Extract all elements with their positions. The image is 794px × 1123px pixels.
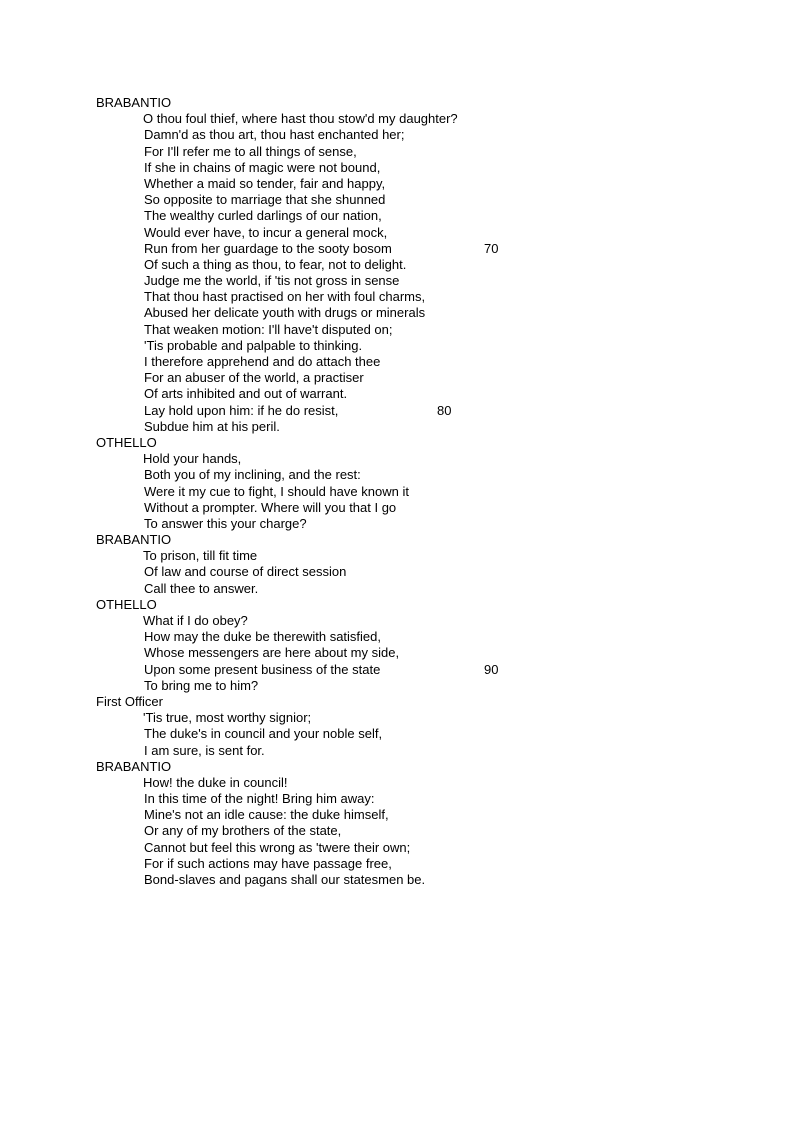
verse-line: 'Tis true, most worthy signior; xyxy=(143,710,312,726)
verse-line: Without a prompter. Where will you that I go xyxy=(144,499,397,515)
verse-line: For I'll refer me to all things of sense, xyxy=(144,143,357,159)
verse-line: O thou foul thief, where hast thou stow'd my daughter? xyxy=(143,111,458,127)
verse-line: Would ever have, to incur a general mock, xyxy=(144,224,388,240)
verse-line: Call thee to answer. xyxy=(144,580,259,596)
verse-line: Of such a thing as thou, to fear, not to delight. xyxy=(144,256,407,272)
verse-line: For an abuser of the world, a practiser xyxy=(144,370,364,386)
speech-brabantio-3 xyxy=(96,759,746,889)
verse-line: Cannot but feel this wrong as 'twere their own; xyxy=(144,839,411,855)
verse-line: Hold your hands, xyxy=(143,451,242,467)
line-number: 70 xyxy=(484,240,499,256)
verse-line: To answer this your charge? xyxy=(144,515,307,531)
verse-line: To prison, till fit time xyxy=(143,548,258,564)
speech-brabantio-1 xyxy=(96,95,746,435)
verse-line: To bring me to him? xyxy=(144,677,259,693)
verse-line: That weaken motion: I'll have't disputed on; xyxy=(144,321,393,337)
verse-line: Or any of my brothers of the state, xyxy=(144,823,342,839)
verse-line: Judge me the world, if 'tis not gross in sense xyxy=(144,273,400,289)
play-script-page xyxy=(96,95,746,888)
verse-line: Subdue him at his peril. xyxy=(144,418,280,434)
verse-line: How! the duke in council! xyxy=(143,774,288,790)
verse-line xyxy=(96,662,746,678)
speech-othello-1 xyxy=(96,435,746,532)
verse-line: The wealthy curled darlings of our nation, xyxy=(144,208,382,224)
verse-line: Of arts inhibited and out of warrant. xyxy=(144,386,348,402)
speaker-name: OTHELLO xyxy=(96,434,157,450)
line-number: 80 xyxy=(437,402,452,418)
verse-line: Damn'd as thou art, thou hast enchanted her; xyxy=(144,127,405,143)
verse-line: Abused her delicate youth with drugs or minerals xyxy=(144,305,426,321)
verse-line: I therefore apprehend and do attach thee xyxy=(144,354,381,369)
speaker-name: BRABANTIO xyxy=(96,532,172,548)
speech-brabantio-2 xyxy=(96,532,746,597)
verse-text: Run from her guardage to the sooty bosom xyxy=(144,240,392,256)
verse-line: Were it my cue to fight, I should have known it xyxy=(144,483,409,499)
verse-line: That thou hast practised on her with foul charms, xyxy=(144,289,426,305)
verse-line: For if such actions may have passage free, xyxy=(144,855,392,871)
speaker-name: OTHELLO xyxy=(96,596,157,612)
speech-othello-2 xyxy=(96,597,746,694)
speaker-name: First Officer xyxy=(96,693,163,709)
verse-line xyxy=(96,403,746,419)
verse-text: Lay hold upon him: if he do resist, xyxy=(144,402,339,418)
verse-line: Bond-slaves and pagans shall our statesmen be. xyxy=(144,872,426,887)
verse-line: How may the duke be therewith satisfied, xyxy=(144,629,382,645)
speech-first-officer xyxy=(96,694,746,759)
verse-line: So opposite to marriage that she shunned xyxy=(144,192,386,208)
line-number: 90 xyxy=(484,661,499,677)
verse-line: What if I do obey? xyxy=(143,613,248,628)
verse-line: I am sure, is sent for. xyxy=(144,742,265,758)
verse-line: Mine's not an idle cause: the duke himself, xyxy=(144,807,389,823)
verse-line: In this time of the night! Bring him away: xyxy=(144,791,375,807)
verse-line: The duke's in council and your noble self, xyxy=(144,726,383,742)
verse-line: Whether a maid so tender, fair and happy, xyxy=(144,175,386,191)
verse-text: Upon some present business of the state xyxy=(144,661,381,677)
verse-line: Whose messengers are here about my side, xyxy=(144,645,400,661)
speaker-name: BRABANTIO xyxy=(96,95,172,110)
speaker-name: BRABANTIO xyxy=(96,758,172,774)
verse-line: Of law and course of direct session xyxy=(144,564,347,580)
verse-line: If she in chains of magic were not bound, xyxy=(144,159,381,175)
verse-line xyxy=(96,241,746,257)
verse-line: Both you of my inclining, and the rest: xyxy=(144,467,361,483)
verse-line: 'Tis probable and palpable to thinking. xyxy=(144,337,363,353)
